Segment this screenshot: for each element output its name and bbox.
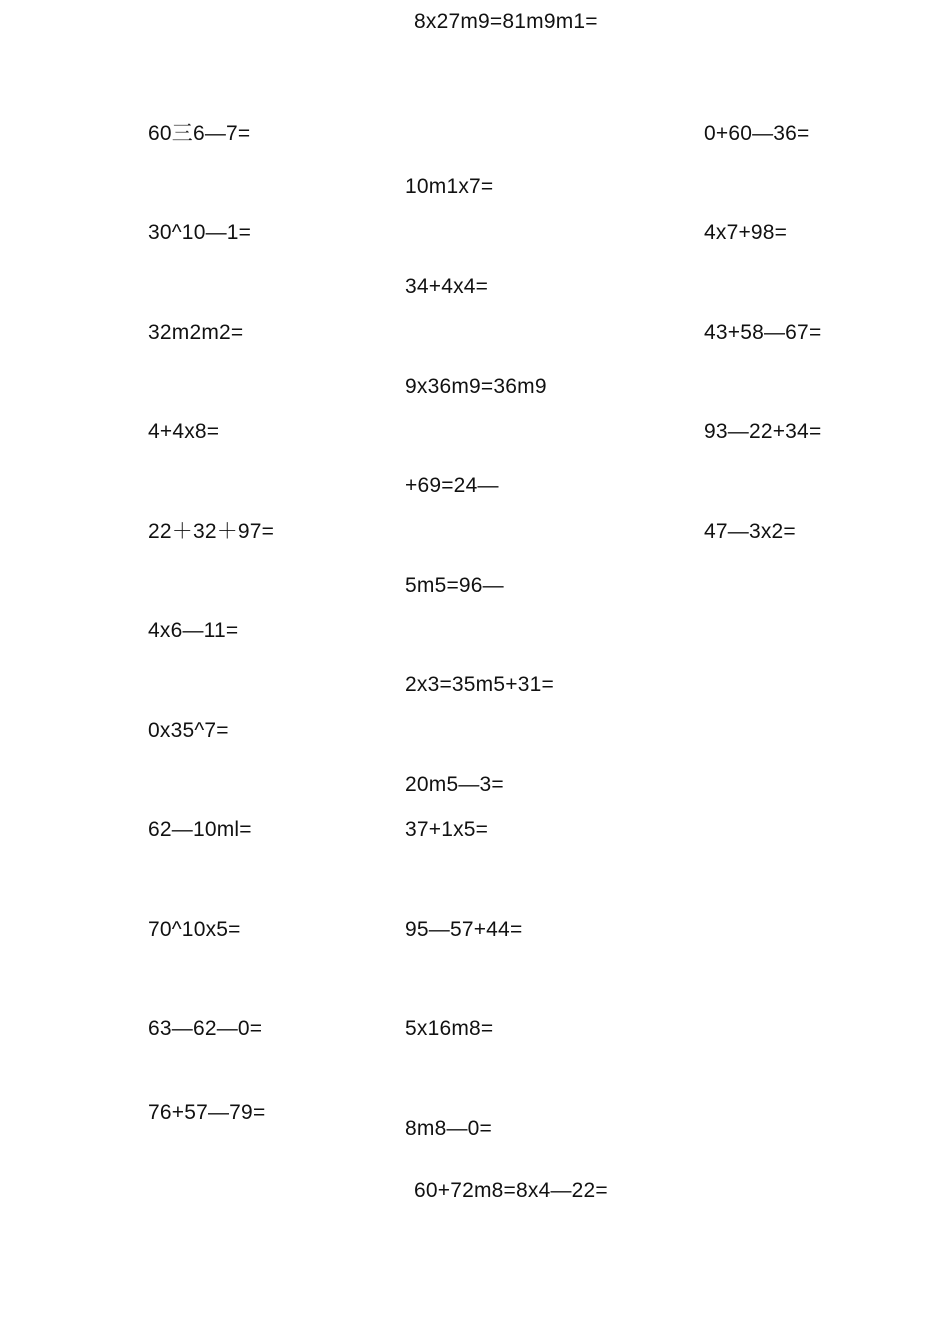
equation-right-2: 4x7+98= (704, 221, 788, 244)
equation-middle-9: 95—57+44= (405, 918, 523, 941)
equation-right-5: 47—3x2= (704, 520, 796, 543)
equation-right-4: 93—22+34= (704, 420, 822, 443)
equation-left-9: 70^10x5= (148, 918, 241, 941)
equation-middle-10: 5x16m8= (405, 1017, 494, 1040)
equation-middle-6: 2x3=35m5+31= (405, 673, 554, 696)
equation-left-1: 60三6—7= (148, 122, 251, 145)
equation-middle-1: 10m1x7= (405, 175, 494, 198)
equation-left-4: 4+4x8= (148, 420, 220, 443)
equation-left-10: 63—62—0= (148, 1017, 263, 1040)
equation-left-5: 22＋32＋97= (148, 520, 275, 543)
equation-middle-11: 8m8—0= (405, 1117, 492, 1140)
equation-middle-7: 20m5—3= (405, 773, 504, 796)
equation-middle-5: 5m5=96— (405, 574, 504, 597)
equation-left-8: 62—10ml= (148, 818, 252, 841)
equation-bottom: 60+72m8=8x4—22= (414, 1179, 608, 1202)
equation-left-6: 4x6—11= (148, 619, 239, 642)
equation-middle-8: 37+1x5= (405, 818, 489, 841)
equation-left-11: 76+57—79= (148, 1101, 266, 1124)
equation-left-2: 30^10—1= (148, 221, 252, 244)
equation-middle-4: +69=24— (405, 474, 499, 497)
equation-right-3: 43+58—67= (704, 321, 822, 344)
equation-top: 8x27m9=81m9m1= (414, 10, 598, 33)
equation-middle-2: 34+4x4= (405, 275, 489, 298)
equation-left-7: 0x35^7= (148, 719, 229, 742)
equation-middle-3: 9x36m9=36m9 (405, 375, 547, 398)
equation-right-1: 0+60—36= (704, 122, 810, 145)
equation-left-3: 32m2m2= (148, 321, 244, 344)
